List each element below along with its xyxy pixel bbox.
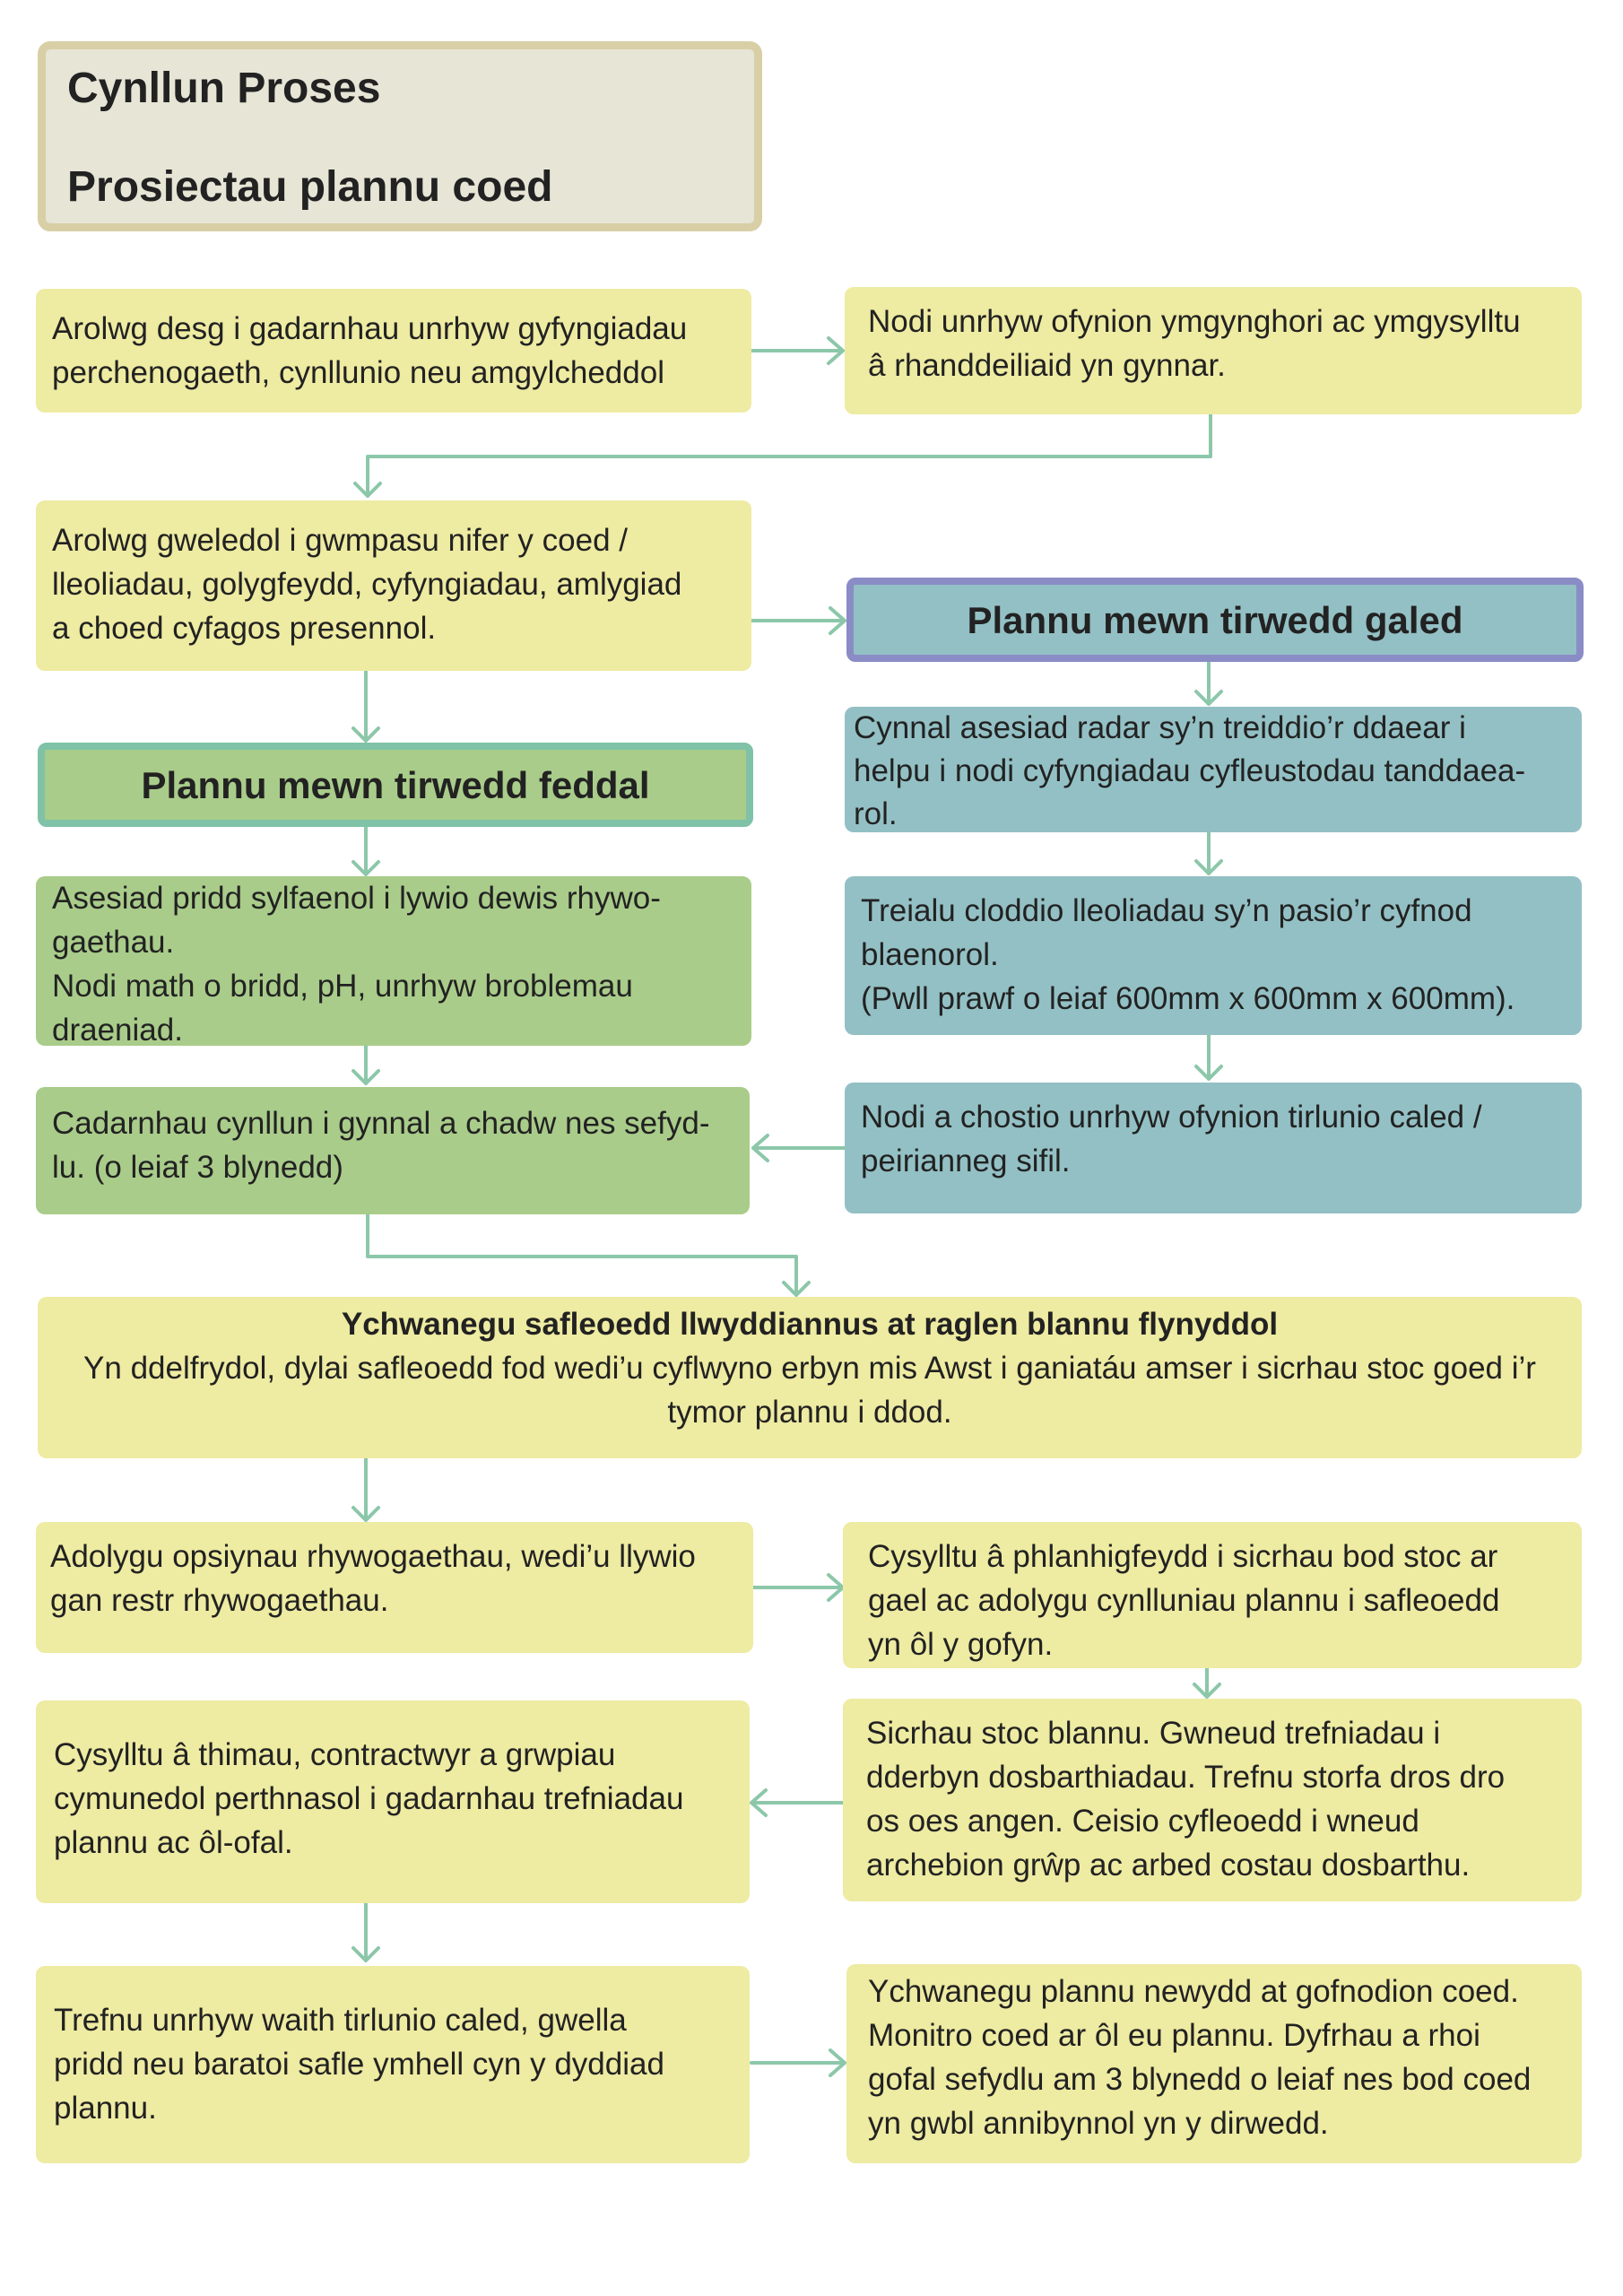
arrow-desk-to-consultation: [751, 338, 843, 363]
title-box: [38, 41, 762, 231]
step-visual-survey: Arolwg gweledol i gwmpasu nifer y coed / lleoliadau, golygfeydd, cyfyngiadau, amlygiad a choed cyfagos presennol.: [36, 500, 751, 671]
arrow-soft-to-soil: [353, 827, 378, 874]
arrow-species-to-nurseries: [753, 1575, 843, 1600]
arrow-radar-to-trial: [1196, 832, 1221, 874]
arrow-visual-to-hard: [751, 608, 845, 633]
step-secure-stock: Sicrhau stoc blannu. Gwneud trefniadau i dderbyn dosbarthiadau. Trefnu storfa dros dro os oes angen. Ceisio cyfleoedd i wneud archebion grŵp ac arbed costau dosbarthu.: [843, 1699, 1582, 1901]
step-maintenance-plan: Cadarnhau cynllun i gynnal a chadw nes sefyd- lu. (o leiaf 3 blynedd): [36, 1087, 750, 1214]
heading-soft-landscape: Plannu mewn tirwedd feddal: [38, 743, 753, 827]
step-desk-survey: Arolwg desg i gadarnhau unrhyw gyfyngiadau perchenogaeth, cynllunio neu amgylcheddol: [36, 289, 751, 413]
step-annual-programme: Ychwanegu safleoedd llwyddiannus at raglen blannu flynyddol Yn ddelfrydol, dylai safleoedd fod wedi’u cyflwyno erbyn mis Awst i ganiatáu amser i sicrhau stoc goed i’r tymor plannu i ddod.: [38, 1297, 1582, 1458]
arrow-civils-to-maintenance: [753, 1135, 845, 1161]
page-title: Cynllun Proses: [67, 65, 381, 112]
arrow-hard-to-radar: [1196, 662, 1221, 704]
arrow-stock-to-teams: [751, 1790, 845, 1815]
step-contact-nurseries: Cysylltu â phlanhigfeydd i sicrhau bod stoc ar gael ac adolygu cynlluniau plannu i safleoedd yn ôl y gofyn.: [843, 1522, 1582, 1668]
arrow-nurseries-to-stock: [1194, 1668, 1219, 1697]
step-consultation: Nodi unrhyw ofynion ymgynghori ac ymgysylltu â rhanddeiliaid yn gynnar.: [845, 287, 1582, 414]
page-subtitle: Prosiectau plannu coed: [67, 163, 553, 211]
step-civil-engineering: Nodi a chostio unrhyw ofynion tirlunio caled / peirianneg sifil.: [845, 1083, 1582, 1213]
arrow-visual-to-soft: [353, 671, 378, 741]
programme-title: Ychwanegu safleoedd llwyddiannus at raglen blannu flynyddol: [341, 1307, 1279, 1342]
arrow-trial-to-civils: [1196, 1035, 1221, 1079]
step-hard-landscaping: Trefnu unrhyw waith tirlunio caled, gwella pridd neu baratoi safle ymhell cyn y dyddiad plannu.: [36, 1966, 750, 2163]
step-soil-assessment: Asesiad pridd sylfaenol i lywio dewis rhywo- gaethau. Nodi math o bridd, pH, unrhyw broblemau draeniad.: [36, 876, 751, 1046]
step-radar-assessment: Cynnal asesiad radar sy’n treiddio’r ddaear i helpu i nodi cyfyngiadau cyfleustodau tanddaea- rol.: [845, 707, 1582, 832]
step-species-options: Adolygu opsiynau rhywogaethau, wedi’u llywio gan restr rhywogaethau.: [36, 1522, 753, 1653]
heading-hard-landscape: Plannu mewn tirwedd galed: [846, 578, 1584, 662]
arrow-maintenance-to-programme: [368, 1214, 809, 1295]
arrow-teams-to-landscaping: [353, 1903, 378, 1961]
arrow-programme-to-species: [353, 1458, 378, 1520]
step-tree-records: Ychwanegu plannu newydd at gofnodion coed. Monitro coed ar ôl eu plannu. Dyfrhau a rhoi gofal sefydlu am 3 blynedd o leiaf nes bod coed yn gwbl annibynnol yn y dirwedd.: [846, 1964, 1582, 2163]
arrow-landscaping-to-records: [751, 2050, 845, 2075]
arrow-consultation-to-visual: [355, 414, 1211, 496]
step-contact-teams: Cysylltu â thimau, contractwyr a grwpiau cymunedol perthnasol i gadarnhau trefniadau plannu ac ôl-ofal.: [36, 1700, 750, 1903]
step-trial-pits: Treialu cloddio lleoliadau sy’n pasio’r cyfnod blaenorol. (Pwll prawf o leiaf 600mm x 600mm x 600mm).: [845, 876, 1582, 1035]
